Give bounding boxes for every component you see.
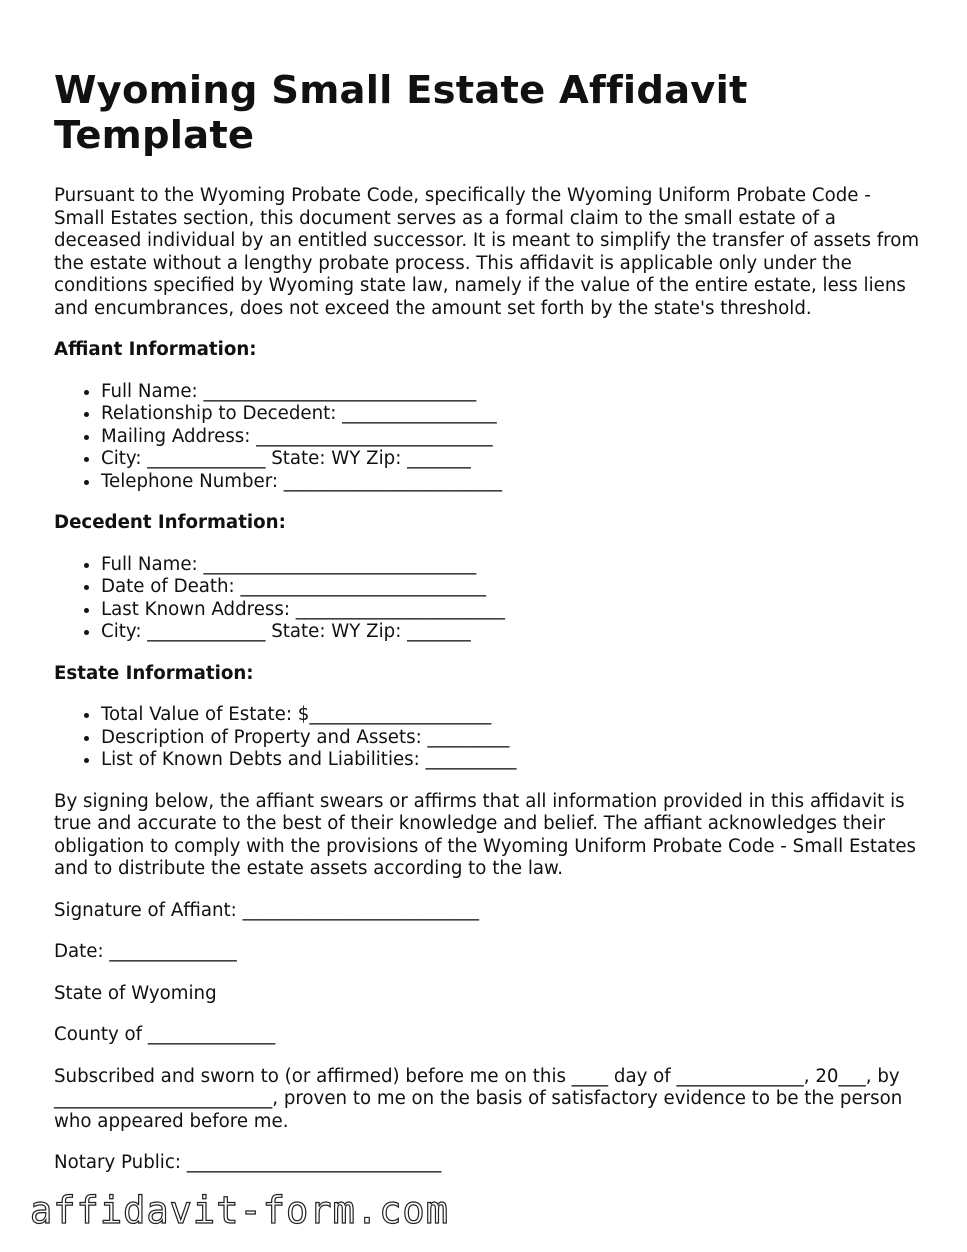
watermark: affidavit-form.com xyxy=(30,1189,449,1232)
date-line: Date: ______________ xyxy=(54,941,237,962)
decedent-last-address-field: • Last Known Address: _______________________ xyxy=(101,599,924,622)
affiant-heading: Affiant Information: xyxy=(54,339,257,360)
decedent-city-state-zip-field: • City: _____________ State: WY Zip: _______ xyxy=(101,621,924,644)
intro-paragraph: Pursuant to the Wyoming Probate Code, specifically the Wyoming Uniform Probate Code - Small Estates section, this document serves as a formal claim to the small estate of a deceased individual by an entitled successor. It is meant to simplify the transfer of assets from the estate without a lengthy probate process. This affidavit is applicable only under the conditions specified by Wyoming state law, namely if the value of the entire estate, less liens and encumbrances, does not exceed the amount set forth by the state's threshold. xyxy=(54,185,920,319)
estate-property-description-field: • Description of Property and Assets: _________ xyxy=(101,727,924,750)
county-line: County of ______________ xyxy=(54,1024,276,1045)
estate-total-value-field: • Total Value of Estate: $____________________ xyxy=(101,704,924,727)
affiant-relationship-field: • Relationship to Decedent: _________________ xyxy=(101,403,924,426)
attestation-paragraph: By signing below, the affiant swears or affirms that all information provided in this affidavit is true and accurate to the best of their knowledge and belief. The affiant acknowledges their obligation to comply with the provisions of the Wyoming Uniform Probate Code - Small Estates and to distribute the estate assets according to the law. xyxy=(54,790,916,879)
affiant-telephone-field: • Telephone Number: ________________________ xyxy=(101,471,924,494)
affiant-full-name-field: • Full Name: ______________________________ xyxy=(101,381,924,404)
document-page xyxy=(54,68,924,1194)
decedent-date-of-death-field: • Date of Death: ___________________________ xyxy=(101,576,924,599)
affiant-list xyxy=(54,381,924,494)
affiant-city-state-zip-field: • City: _____________ State: WY Zip: _______ xyxy=(101,448,924,471)
decedent-full-name-field: • Full Name: ______________________________ xyxy=(101,554,924,577)
notary-statement: Subscribed and sworn to (or affirmed) before me on this ____ day of ______________, 20___, by ________________________, proven to me on the basis of satisfactory evidence to be the person who appeared before me. xyxy=(54,1065,903,1132)
decedent-list xyxy=(54,554,924,644)
affiant-mailing-address-field: • Mailing Address: __________________________ xyxy=(101,426,924,449)
estate-list xyxy=(54,704,924,772)
state-line: State of Wyoming xyxy=(54,982,217,1004)
decedent-heading: Decedent Information: xyxy=(54,512,286,533)
estate-heading: Estate Information: xyxy=(54,662,254,684)
document-title: Wyoming Small Estate Affidavit Template xyxy=(54,68,748,158)
notary-line: Notary Public: ____________________________ xyxy=(54,1152,442,1173)
estate-debts-field: • List of Known Debts and Liabilities: __________ xyxy=(101,749,924,772)
signature-line: Signature of Affiant: __________________________ xyxy=(54,899,480,921)
